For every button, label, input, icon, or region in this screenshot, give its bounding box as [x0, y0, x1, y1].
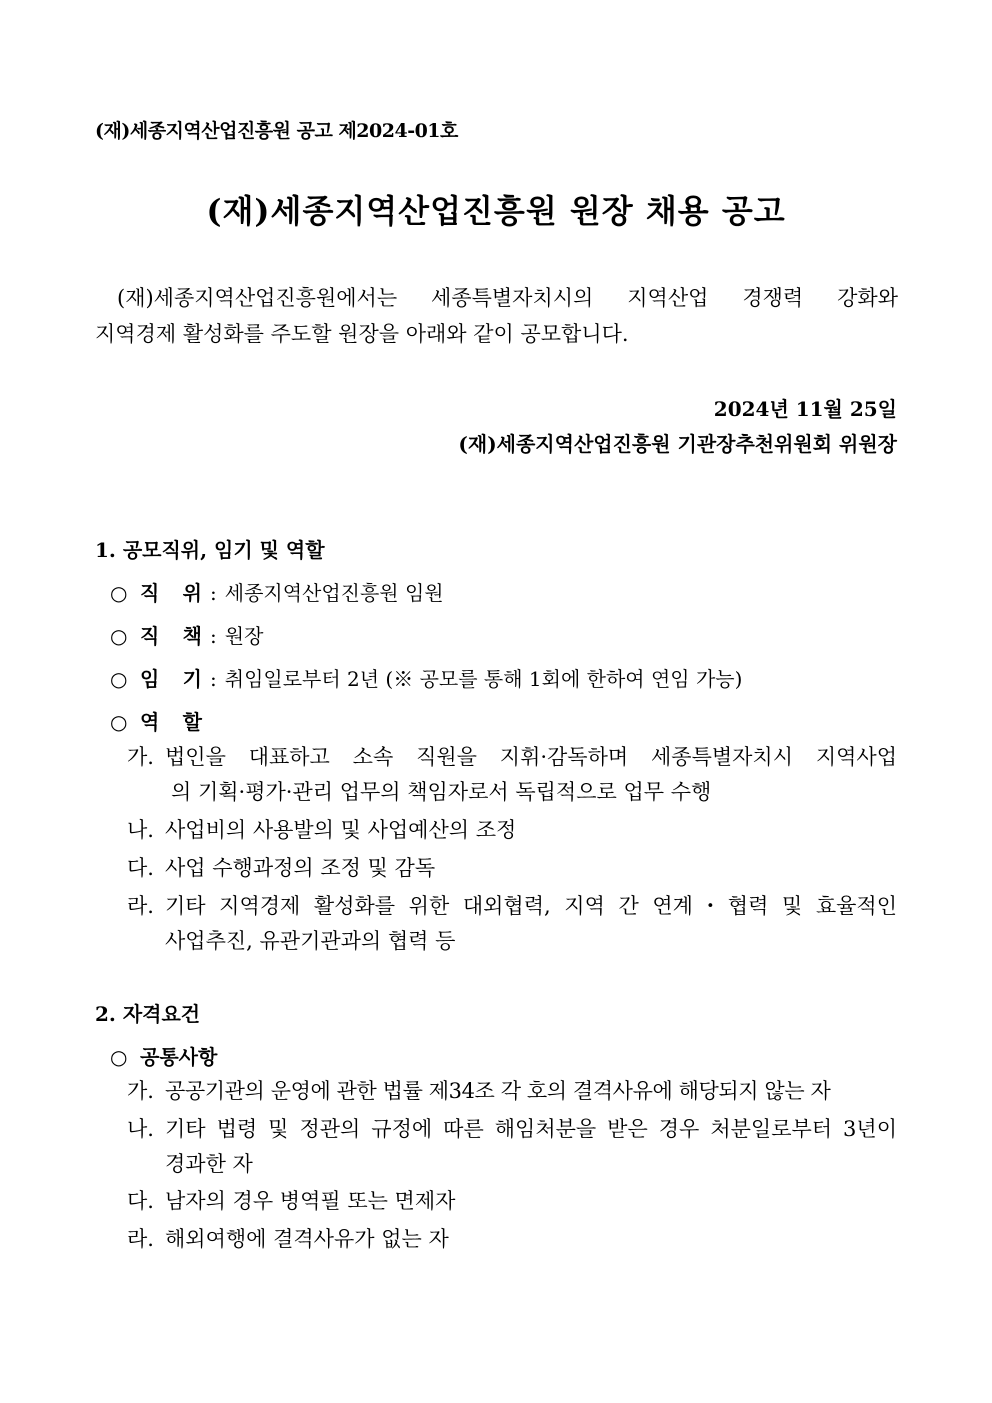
section-1-heading: 1. 공모직위, 임기 및 역할: [95, 538, 325, 562]
item-line: 남자의 경우 병역필 또는 면제자: [165, 1189, 456, 1213]
item-line: 공공기관의 운영에 관한 법률 제34조 각 호의 결격사유에 해당되지 않는 자: [165, 1079, 831, 1103]
requirement-item: [127, 1222, 897, 1257]
item-line: 사업추진, 유관기관과의 협력 등: [165, 929, 456, 953]
item-marker: 라.: [127, 894, 154, 918]
term-label: 임 기: [140, 667, 202, 691]
item-marker: 가.: [127, 745, 154, 769]
item-line: 사업비의 사용발의 및 사업예산의 조정: [165, 818, 517, 842]
item-marker: 다.: [127, 856, 154, 880]
requirement-item: [127, 1112, 897, 1182]
requirement-item: [127, 1074, 897, 1109]
item-marker: 나.: [127, 1117, 154, 1141]
duty-label: 직 책: [140, 624, 202, 648]
bullet-circle-icon: ○: [110, 667, 128, 691]
duty-row: [110, 620, 263, 649]
position-label: 직 위: [140, 581, 202, 605]
requirement-item: [127, 1184, 897, 1219]
section-2-heading: 2. 자격요건: [95, 1002, 201, 1026]
signer: (재)세종지역산업진흥원 기관장추천위원회 위원장: [458, 432, 897, 456]
bullet-circle-icon: ○: [110, 710, 128, 734]
item-line: 의 기획·평가·관리 업무의 책임자로서 독립적으로 업무 수행: [171, 780, 712, 804]
item-marker: 라.: [127, 1227, 154, 1251]
duty-colon: :: [210, 624, 217, 648]
notice-number: (재)세종지역산업진흥원 공고 제2024-01호: [95, 120, 458, 142]
common-requirements-row: [110, 1041, 217, 1070]
role-item: [127, 851, 897, 886]
intro-line-2: 지역경제 활성화를 주도할 원장을 아래와 같이 공모합니다.: [95, 322, 629, 346]
bullet-circle-icon: ○: [110, 1045, 128, 1069]
item-line: 경과한 자: [165, 1152, 253, 1176]
item-line: 해외여행에 결격사유가 없는 자: [165, 1227, 449, 1251]
intro-paragraph: [95, 280, 898, 352]
item-line: 사업 수행과정의 조정 및 감독: [165, 856, 436, 880]
duty-value: 원장: [224, 624, 264, 648]
role-item: [127, 740, 897, 810]
position-value: 세종지역산업진흥원 임원: [224, 581, 444, 605]
item-marker: 다.: [127, 1189, 154, 1213]
term-colon: :: [210, 667, 217, 691]
position-row: [110, 577, 444, 606]
bullet-circle-icon: ○: [110, 624, 128, 648]
role-item: [127, 813, 897, 848]
item-line: 기타 지역경제 활성화를 위한 대외협력, 지역 간 연계・협력 및 효율적인: [165, 894, 897, 918]
term-row: [110, 663, 742, 692]
role-item: [127, 889, 897, 959]
item-line: 법인을 대표하고 소속 직원을 지휘·감독하며 세종특별자치시 지역사업: [165, 745, 897, 769]
common-requirements-label: 공통사항: [140, 1045, 218, 1069]
item-marker: 가.: [127, 1079, 154, 1103]
item-marker: 나.: [127, 818, 154, 842]
announcement-date: 2024년 11월 25일: [713, 397, 897, 421]
page-title: (재)세종지역산업진흥원 원장 채용 공고: [206, 192, 786, 230]
term-value: 취임일로부터 2년 (※ 공모를 통해 1회에 한하여 연임 가능): [224, 667, 743, 691]
bullet-circle-icon: ○: [110, 581, 128, 605]
role-row: [110, 706, 202, 735]
role-label: 역 할: [140, 710, 202, 734]
intro-line-1: (재)세종지역산업진흥원에서는 세종특별자치시의 지역산업 경쟁력 강화와: [117, 286, 898, 310]
item-line: 기타 법령 및 정관의 규정에 따른 해임처분을 받은 경우 처분일로부터 3년이: [165, 1117, 897, 1141]
position-colon: :: [210, 581, 217, 605]
